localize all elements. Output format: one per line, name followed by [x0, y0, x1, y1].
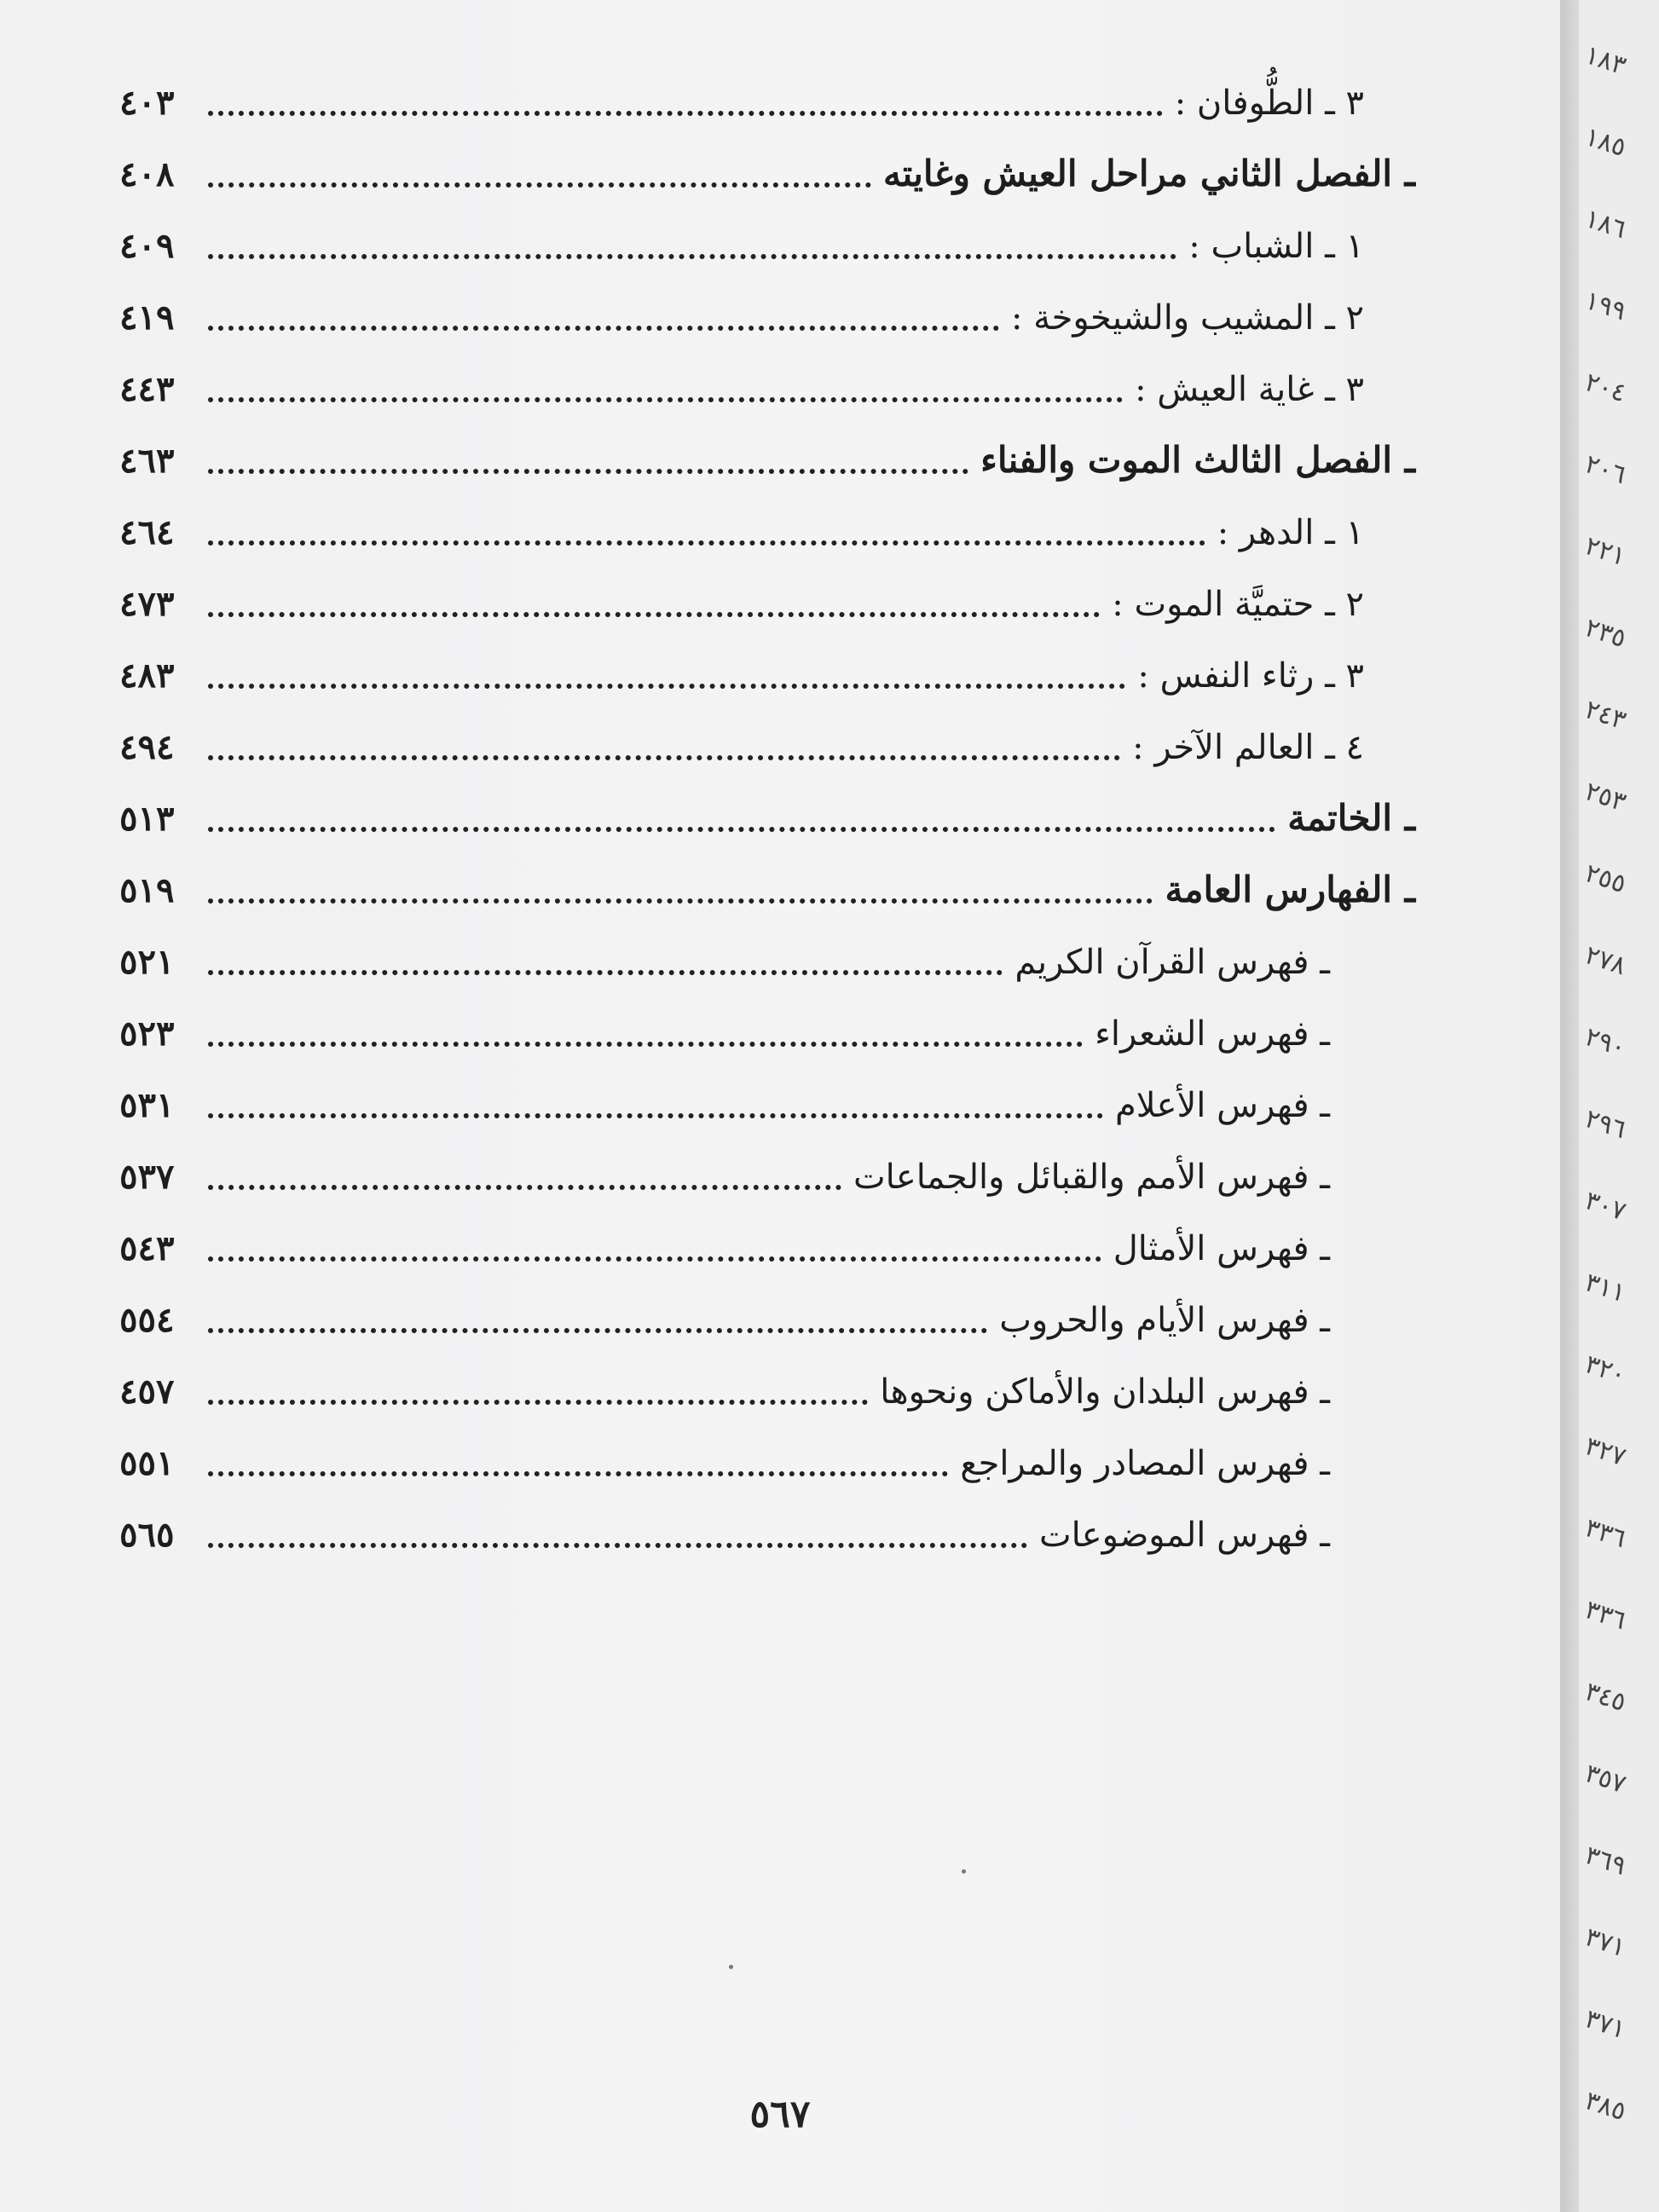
- toc-entry-page: ٥٢١: [119, 942, 175, 982]
- toc-entry-page: ٤٩٤: [119, 727, 175, 767]
- adjacent-page-number: ٣٧١: [1581, 2003, 1630, 2046]
- toc-entry-page: ٤٨٣: [119, 656, 175, 696]
- table-of-contents: [119, 51, 1415, 1555]
- toc-entry-title: ـ فهرس الأمم والقبائل والجماعات: [853, 1158, 1330, 1197]
- toc-entry: [119, 409, 1415, 481]
- toc-entry-title: ـ فهرس الشعراء: [1095, 1014, 1330, 1054]
- toc-entry-title: ـ فهرس الأيام والحروب: [999, 1301, 1330, 1340]
- adjacent-page-number: ١٨٦: [1581, 203, 1630, 245]
- toc-entry: [119, 338, 1415, 409]
- toc-entry-page: ٥١٣: [119, 799, 175, 839]
- dot-leader: [208, 1400, 868, 1405]
- toc-entry: [119, 123, 1415, 194]
- toc-entry-title: ٣ ـ غاية العيش :: [1135, 370, 1364, 409]
- adjacent-page-number: ٢٩٦: [1581, 1103, 1630, 1146]
- toc-entry: [119, 1054, 1415, 1125]
- adjacent-page-number: ٢٠٦: [1581, 448, 1630, 491]
- toc-entry-page: ٥٤٣: [119, 1228, 175, 1268]
- adjacent-page-number: ٣١١: [1581, 1267, 1630, 1309]
- dot-leader: [208, 827, 1275, 832]
- dot-leader: [208, 684, 1125, 689]
- adjacent-page-number: ٣٢٧: [1581, 1430, 1630, 1473]
- toc-entry-title: ـ الفصل الثاني مراحل العيش وغايته: [883, 153, 1415, 194]
- toc-entry-page: ٤٠٨: [119, 154, 175, 194]
- dot-leader: [208, 1113, 1103, 1118]
- paper-speck: [729, 1965, 733, 1969]
- toc-entry-page: ٥٣٧: [119, 1157, 175, 1197]
- toc-entry-page: ٥٥٤: [119, 1300, 175, 1340]
- toc-entry: [119, 839, 1415, 910]
- dot-leader: [208, 326, 999, 331]
- adjacent-page-edge: [1579, 0, 1659, 2212]
- adjacent-page-number: ٢٧٨: [1581, 939, 1630, 982]
- toc-entry: [119, 624, 1415, 696]
- toc-entry-title: ٢ ـ حتميَّة الموت :: [1112, 585, 1364, 624]
- toc-entry-title: ١ ـ الدهر :: [1217, 513, 1364, 552]
- toc-entry-page: ٤٦٤: [119, 512, 175, 552]
- adjacent-page-number: ٣٣٦: [1581, 1512, 1630, 1555]
- dot-leader: [208, 1185, 841, 1190]
- adjacent-page-number: ١٨٣: [1581, 39, 1630, 82]
- paper-speck: [962, 1869, 966, 1874]
- toc-entry-page: ٤١٩: [119, 297, 175, 338]
- toc-entry-title: ٤ ـ العالم الآخر :: [1132, 728, 1364, 767]
- adjacent-page-number: ١٨٥: [1581, 121, 1630, 164]
- adjacent-page-number: ٢٠٤: [1581, 367, 1630, 409]
- dot-leader: [208, 612, 1100, 617]
- adjacent-page-number: ٣٨٥: [1581, 2085, 1630, 2128]
- toc-entry-page: ٥٢٣: [119, 1014, 175, 1054]
- adjacent-page-number: ٢٢١: [1581, 530, 1630, 573]
- toc-entry: [119, 982, 1415, 1054]
- adjacent-page-number: ٣٢٠: [1581, 1349, 1630, 1391]
- dot-leader: [208, 182, 871, 188]
- adjacent-page-number: ٢٩٠: [1581, 1021, 1630, 1064]
- toc-entry: [119, 696, 1415, 767]
- adjacent-page-number: ٢٥٣: [1581, 776, 1630, 818]
- toc-entry-page: ٥١٩: [119, 870, 175, 910]
- adjacent-page-number: ٢٣٥: [1581, 612, 1630, 655]
- toc-entry: [119, 552, 1415, 624]
- toc-entry: [119, 1268, 1415, 1340]
- toc-entry-title: ١ ـ الشباب :: [1188, 227, 1364, 266]
- adjacent-page-number: ٣٦٩: [1581, 1839, 1630, 1882]
- toc-entry: [119, 767, 1415, 839]
- toc-entry-title: ٣ ـ الطُّوفان :: [1174, 84, 1364, 123]
- toc-entry-title: ـ فهرس المصادر والمراجع: [960, 1444, 1330, 1483]
- dot-leader: [208, 254, 1176, 259]
- toc-entry: [119, 1125, 1415, 1197]
- toc-entry-title: ـ فهرس الأمثال: [1113, 1229, 1330, 1268]
- adjacent-page-number: ٣٤٥: [1581, 1676, 1630, 1718]
- toc-entry-title: ـ الخاتمة: [1287, 797, 1415, 839]
- dot-leader: [208, 469, 968, 474]
- toc-entry-page: ٥٦٥: [119, 1515, 175, 1555]
- toc-entry-title: ٢ ـ المشيب والشيخوخة :: [1010, 298, 1364, 338]
- toc-entry-title: ـ الفصل الثالث الموت والفناء: [980, 439, 1415, 481]
- dot-leader: [208, 397, 1123, 402]
- adjacent-page-number: ٣٧١: [1581, 1921, 1630, 1964]
- toc-entry: [119, 1412, 1415, 1483]
- toc-entry-title: ـ الفهارس العامة: [1165, 869, 1415, 910]
- toc-entry-page: ٥٣١: [119, 1085, 175, 1125]
- toc-entry-title: ـ فهرس الأعلام: [1114, 1086, 1330, 1125]
- toc-entry-title: ٣ ـ رثاء النفس :: [1137, 656, 1364, 696]
- toc-entry-page: ٤٦٣: [119, 441, 175, 481]
- dot-leader: [208, 1042, 1083, 1047]
- dot-leader: [208, 111, 1163, 116]
- adjacent-page-number: ١٩٩: [1581, 285, 1630, 327]
- toc-entry-title: ـ فهرس الموضوعات: [1038, 1516, 1330, 1555]
- dot-leader: [208, 1471, 948, 1476]
- dot-leader: [208, 1328, 987, 1333]
- toc-entry: [119, 1197, 1415, 1268]
- dot-leader: [208, 755, 1120, 760]
- toc-entry: [119, 266, 1415, 338]
- dot-leader: [208, 898, 1153, 904]
- toc-entry: [119, 1340, 1415, 1412]
- toc-entry-page: ٤٠٩: [119, 226, 175, 266]
- dot-leader: [208, 1543, 1027, 1548]
- adjacent-page-number: ٣٣٦: [1581, 1594, 1630, 1637]
- adjacent-page-number: ٣٠٧: [1581, 1185, 1630, 1227]
- toc-entry-page: ٤٠٣: [119, 83, 175, 123]
- toc-entry-page: ٤٤٣: [119, 369, 175, 409]
- toc-entry: [119, 1483, 1415, 1555]
- toc-entry-title: ـ فهرس القرآن الكريم: [1014, 943, 1330, 982]
- book-gutter: [1560, 0, 1579, 2212]
- dot-leader: [208, 970, 1003, 975]
- dot-leader: [208, 540, 1205, 546]
- toc-entry: [119, 910, 1415, 982]
- toc-entry-title: ـ فهرس البلدان والأماكن ونحوها: [880, 1372, 1330, 1412]
- adjacent-page-number: ٢٥٥: [1581, 858, 1630, 900]
- toc-entry-page: ٤٥٧: [119, 1372, 175, 1412]
- toc-entry: [119, 51, 1415, 123]
- toc-entry: [119, 481, 1415, 552]
- dot-leader: [208, 1256, 1101, 1262]
- toc-entry: [119, 194, 1415, 266]
- toc-entry-page: ٥٥١: [119, 1443, 175, 1483]
- adjacent-page-number: ٢٤٣: [1581, 694, 1630, 736]
- adjacent-page-number: ٣٥٧: [1581, 1758, 1630, 1800]
- page-number: ٥٦٧: [749, 2093, 811, 2136]
- toc-entry-page: ٤٧٣: [119, 584, 175, 624]
